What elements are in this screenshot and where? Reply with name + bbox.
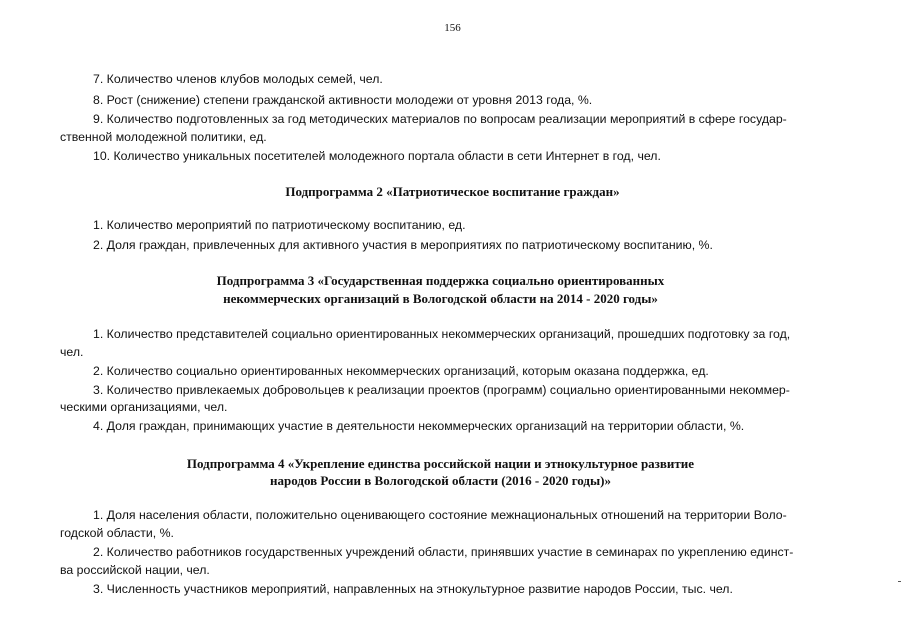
- subprogram-4-item-3: 3. Численность участников мероприятий, направленных на этнокультурное развитие народов России, тыс. чел.: [93, 582, 733, 596]
- subprogram-4-item-1: 1. Доля населения области, положительно оценивающего состояние межнациональных отношений на территории Воло-: [93, 508, 787, 522]
- scan-mark: [898, 581, 901, 582]
- subprogram-3-title-line-2: некоммерческих организаций в Вологодской области на 2014 - 2020 годы»: [223, 291, 658, 306]
- subprogram-3-title-line-1: Подпрограмма 3 «Государственная поддержка социально ориентированных: [216, 273, 665, 288]
- list-item-10: 10. Количество уникальных посетителей молодежного портала области в сети Интернет в год, чел.: [93, 149, 661, 163]
- subprogram-4-title-line-1: Подпрограмма 4 «Укрепление единства российской нации и этнокультурное развитие: [186, 456, 695, 471]
- page-number: 156: [444, 22, 461, 34]
- list-item-9: 9. Количество подготовленных за год методических материалов по вопросам реализации мероприятий в сфере государ-: [93, 112, 787, 126]
- subprogram-3-item-3-continuation: ческими организациями, чел.: [60, 400, 228, 414]
- list-item-9-continuation: ственной молодежной политики, ед.: [60, 130, 267, 144]
- subprogram-3-item-1-continuation: чел.: [60, 345, 84, 359]
- subprogram-4-item-1-continuation: годской области, %.: [60, 526, 174, 540]
- list-item-7: 7. Количество членов клубов молодых семей, чел.: [93, 72, 383, 86]
- subprogram-3-item-1: 1. Количество представителей социально ориентированных некоммерческих организаций, прошедших подготовку за год,: [93, 327, 791, 341]
- subprogram-4-item-2: 2. Количество работников государственных учреждений области, принявших участие в семинарах по укреплению единст-: [93, 545, 794, 559]
- subprogram-3-item-2: 2. Количество социально ориентированных некоммерческих организаций, которым оказана поддержка, ед.: [93, 364, 709, 378]
- subprogram-2-item-2: 2. Доля граждан, привлеченных для активного участия в мероприятиях по патриотическому воспитанию, %.: [93, 238, 713, 252]
- subprogram-4-item-2-continuation: ва российской нации, чел.: [60, 563, 210, 577]
- subprogram-2-title: Подпрограмма 2 «Патриотическое воспитание граждан»: [285, 184, 620, 199]
- subprogram-2-item-1: 1. Количество мероприятий по патриотическому воспитанию, ед.: [93, 218, 466, 232]
- subprogram-3-item-4: 4. Доля граждан, принимающих участие в деятельности некоммерческих организаций на территории области, %.: [93, 419, 745, 433]
- subprogram-4-title-line-2: народов России в Вологодской области (2016 - 2020 годы)»: [270, 473, 611, 488]
- subprogram-3-item-3: 3. Количество привлекаемых добровольцев к реализации проектов (программ) социально ориентированными некоммер-: [93, 383, 790, 397]
- list-item-8: 8. Рост (снижение) степени гражданской активности молодежи от уровня 2013 года, %.: [93, 93, 593, 107]
